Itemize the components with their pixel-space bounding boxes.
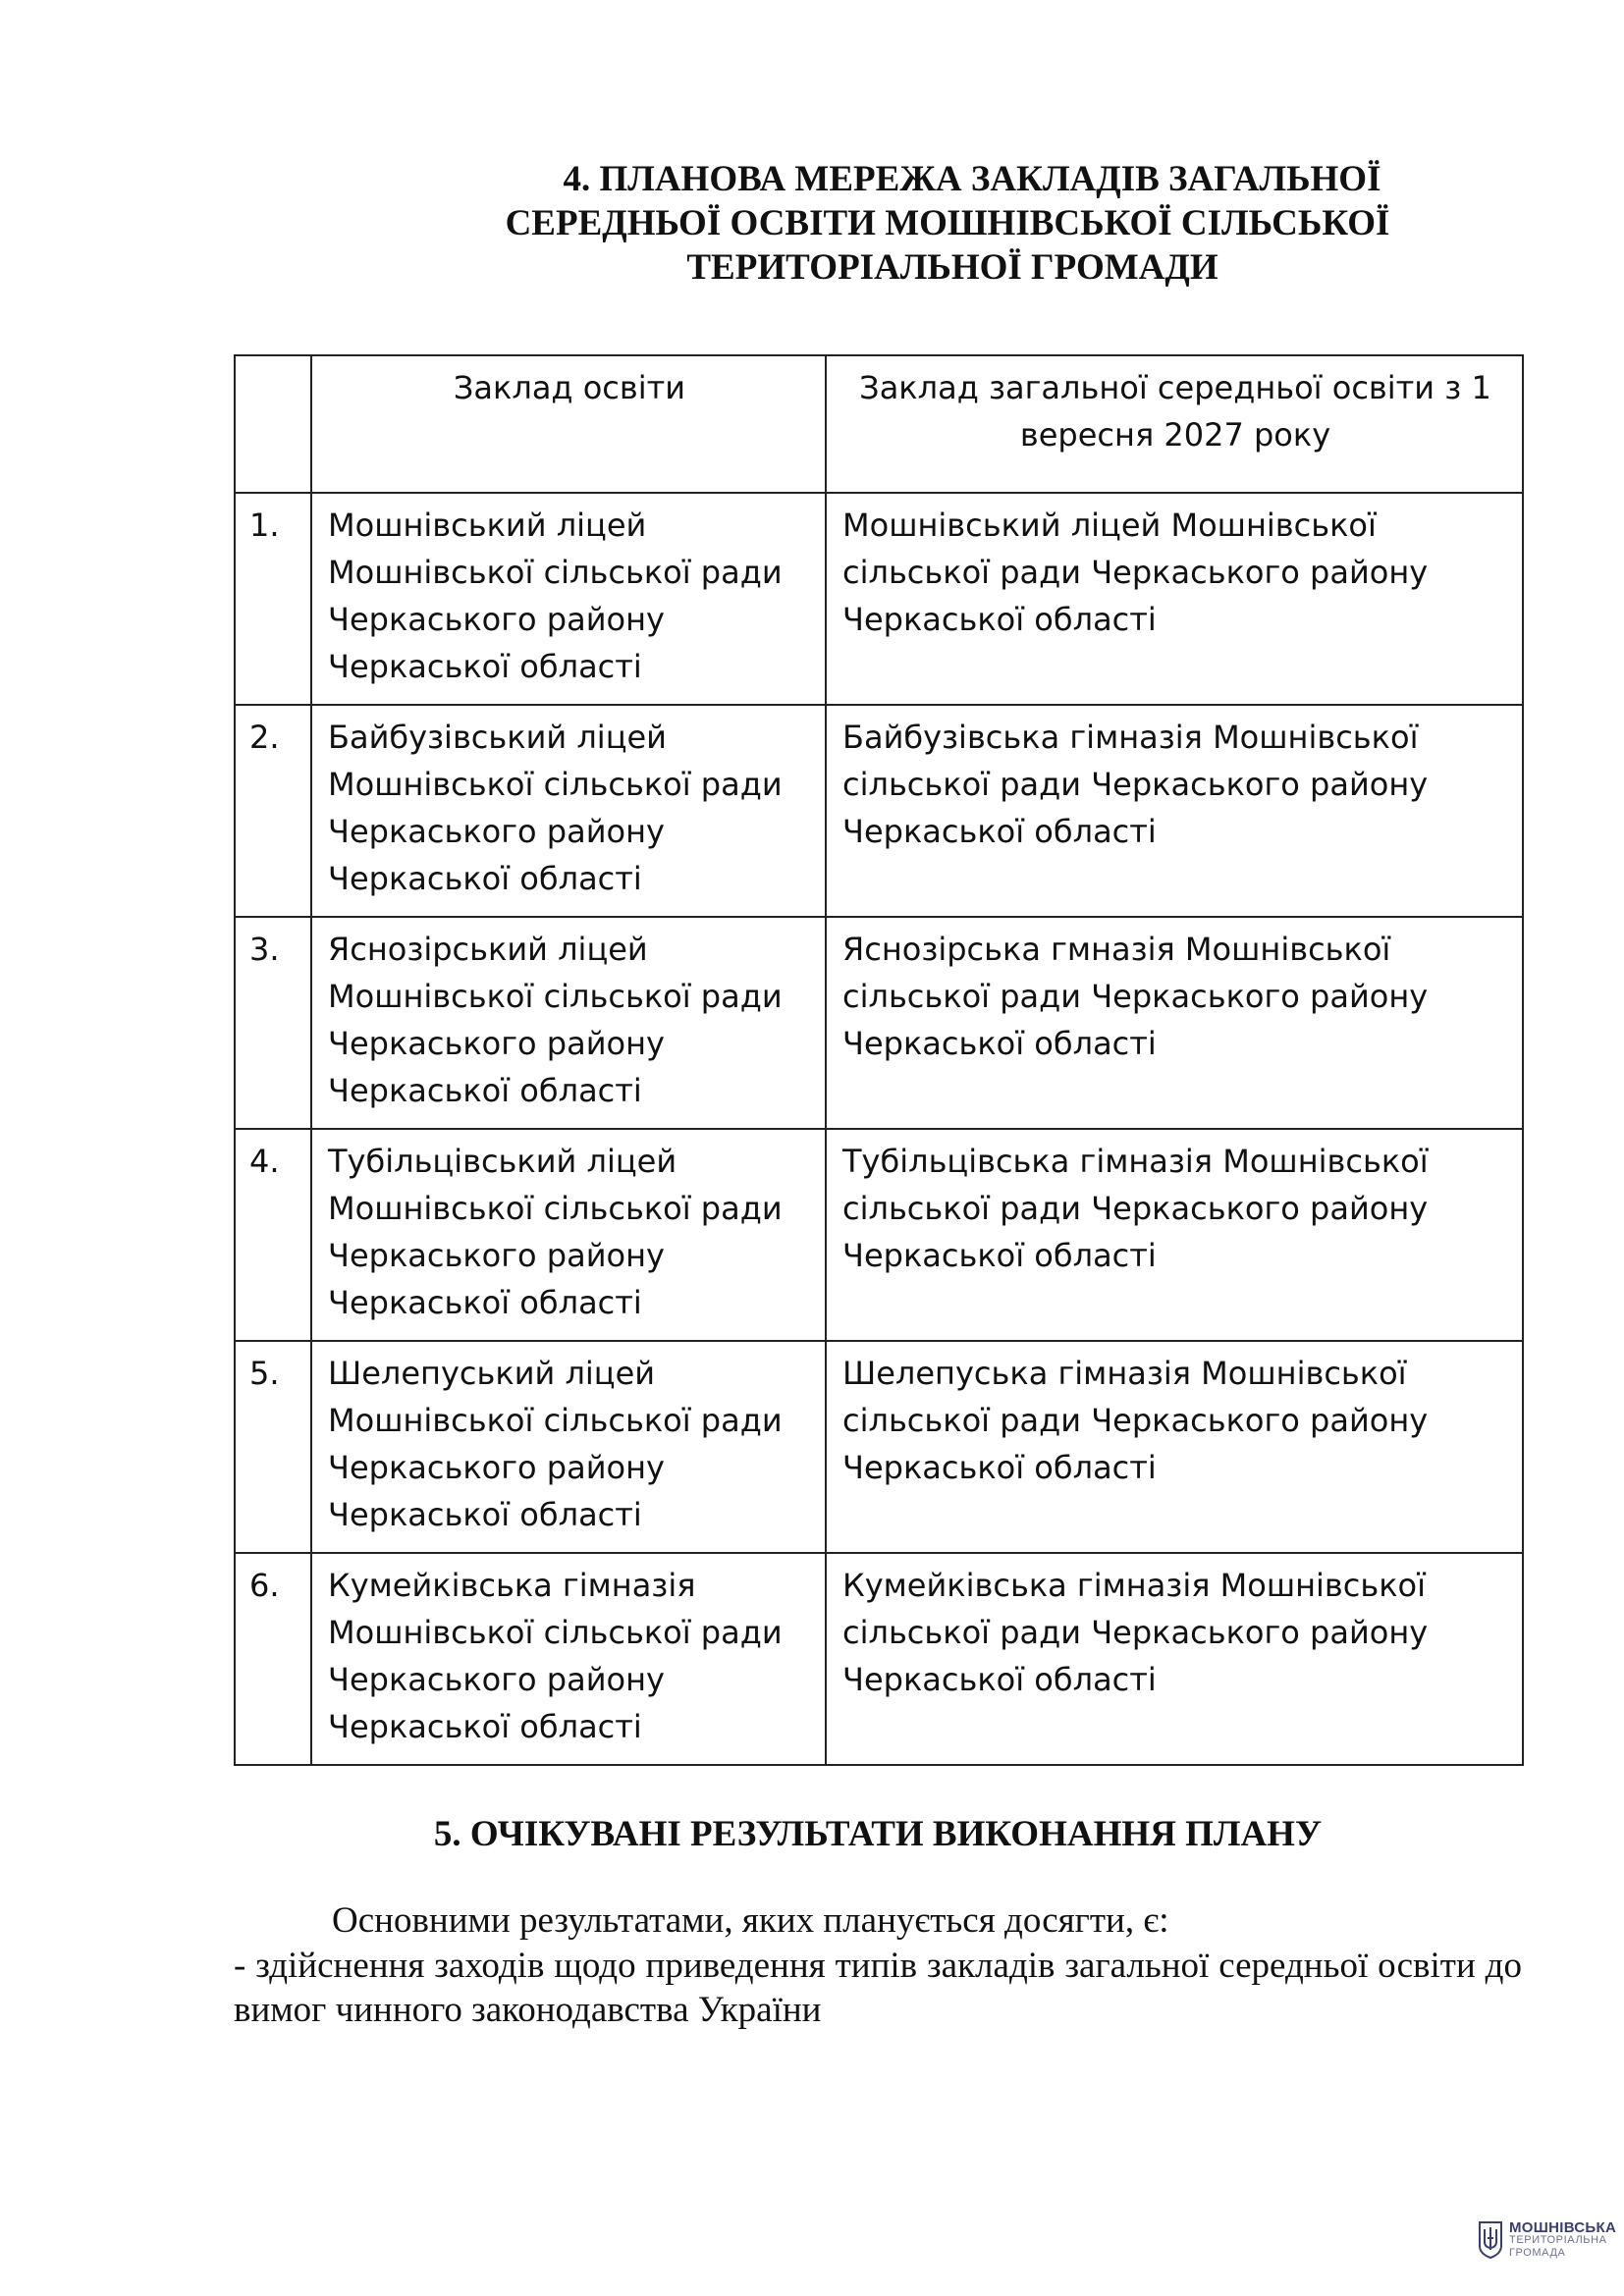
current-institution: Кумейківська гімназія Мошнівської сільської ради Черкаського району Черкаської області [311,1553,826,1765]
community-logo [1478,2220,1616,2260]
planned-institution: Байбузівська гімназія Мошнівської сільської ради Черкаського району Черкаської області [826,705,1523,917]
table-header-row [235,355,1523,493]
row-number: 3. [235,917,311,1129]
institutions-network-table [234,354,1524,1766]
logo-line-3: ГРОМАДА [1509,2246,1566,2259]
row-number: 4. [235,1129,311,1341]
header-new-institution-cell: Заклад загальної середньої освіти з 1 вересня 2027 року [826,355,1523,493]
planned-institution: Яснозірська гмназія Мошнівської сільської ради Черкаського району Черкаської області [826,917,1523,1129]
results-list-item: - здійснення заходів щодо приведення типів закладів загальної середньої освіти до вимог чинного законодавства України [234,1946,1522,2030]
logo-line-1: МОШНІВСЬКА [1509,2218,1617,2236]
current-institution: Яснозірський ліцей Мошнівської сільської ради Черкаського району Черкаської області [311,917,826,1129]
table-row [235,705,1523,917]
table-row [235,1553,1523,1765]
planned-institution: Шелепуська гімназія Мошнівської сільської ради Черкаського району Черкаської області [826,1341,1523,1553]
section-4-title [412,157,1424,290]
row-number: 1. [235,493,311,705]
current-institution: Шелепуський ліцей Мошнівської сільської ради Черкаського району Черкаської області [311,1341,826,1553]
planned-institution: Тубільцівська гімназія Мошнівської сільської ради Черкаського району Черкаської області [826,1129,1523,1341]
current-institution: Байбузівський ліцей Мошнівської сільської ради Черкаського району Черкаської області [311,705,826,917]
current-institution: Мошнівський ліцей Мошнівської сільської ради Черкаського району Черкаської області [311,493,826,705]
row-number: 2. [235,705,311,917]
header-institution-cell: Заклад освіти [311,355,826,493]
section-4-title-line-2: СЕРЕДНЬОЇ ОСВІТИ МОШНІВСЬКОЇ СІЛЬСЬКОЇ [505,203,1390,243]
section-4-title-line-1: 4. ПЛАНОВА МЕРЕЖА ЗАКЛАДІВ ЗАГАЛЬНОЇ [563,159,1381,199]
community-logo-text [1509,2218,1617,2260]
table-row [235,917,1523,1129]
current-institution: Тубільцівський ліцей Мошнівської сільської ради Черкаського району Черкаської області [311,1129,826,1341]
trident-shield-icon [1478,2220,1503,2260]
table-row [235,493,1523,705]
table-row [235,1341,1523,1553]
section-4-title-line-3: ТЕРИТОРІАЛЬНОЇ ГРОМАДИ [686,247,1218,288]
planned-institution: Мошнівський ліцей Мошнівської сільської ради Черкаського району Черкаської області [826,493,1523,705]
section-5-title: 5. ОЧІКУВАНІ РЕЗУЛЬТАТИ ВИКОНАННЯ ПЛАНУ [433,1814,1323,1854]
row-number: 5. [235,1341,311,1553]
results-intro-paragraph: Основними результатами, яких планується досягти, є: [332,1900,1169,1941]
logo-line-2: ТЕРИТОРІАЛЬНА [1509,2233,1607,2246]
table-row [235,1129,1523,1341]
row-number: 6. [235,1553,311,1765]
header-number-cell [235,355,311,493]
planned-institution: Кумейківська гімназія Мошнівської сільської ради Черкаського району Черкаської області [826,1553,1523,1765]
